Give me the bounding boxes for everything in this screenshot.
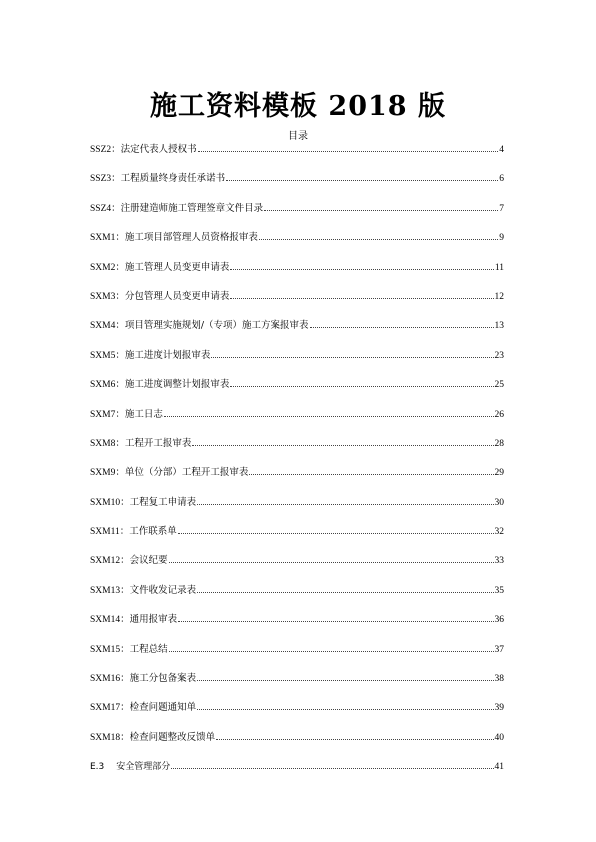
toc-entry[interactable] [90, 497, 504, 526]
toc-leader-dots [169, 561, 494, 563]
toc-entry-separator: ： [120, 584, 130, 596]
toc-leader-dots [169, 650, 494, 652]
toc-entry-label: 项目管理实施规划/（专项）施工方案报审表 [124, 320, 309, 332]
toc-section-entry[interactable] [90, 761, 504, 790]
toc-entry-code: SXM3 [90, 291, 116, 302]
toc-entry-label: 工程开工报审表 [124, 437, 192, 449]
toc-leader-dots [198, 150, 499, 152]
toc-entry-page: 12 [494, 291, 504, 302]
toc-entry-separator: ： [111, 144, 121, 155]
toc-entry[interactable] [90, 526, 504, 555]
toc-entry-label: 单位（分部）工程开工报审表 [124, 467, 249, 479]
toc-entry-code: SXM2 [90, 262, 116, 273]
toc-heading: 目录 [288, 131, 308, 142]
toc-entry-label: 工程质量终身责任承诺书 [120, 173, 226, 185]
toc-entry[interactable] [90, 614, 504, 643]
toc-entry-page: 26 [494, 409, 504, 420]
toc-entry-page: 40 [494, 732, 504, 743]
toc-entry-code: SXM18 [90, 732, 121, 743]
toc-entry[interactable] [90, 644, 504, 673]
toc-entry-code: SSZ3 [90, 174, 112, 185]
toc-entry-code: SXM10 [90, 497, 121, 508]
toc-entry-code: SXM4 [90, 321, 116, 332]
toc-leader-dots [216, 738, 493, 740]
toc-entry-label: 通用报审表 [129, 614, 178, 626]
toc-entry[interactable] [90, 732, 504, 761]
toc-entry[interactable] [90, 379, 504, 408]
toc-entry[interactable] [90, 438, 504, 467]
toc-leader-dots [171, 767, 493, 769]
toc-entry-label: 检查问题整改反馈单 [129, 731, 216, 743]
toc-leader-dots [197, 708, 493, 710]
toc-entry-label: 文件收发记录表 [129, 584, 197, 596]
toc-leader-dots [211, 356, 493, 358]
toc-entry-page: 33 [494, 556, 504, 567]
toc-entry[interactable] [90, 673, 504, 702]
toc-entry[interactable] [90, 291, 504, 320]
toc-leader-dots [197, 679, 493, 681]
toc-entry-label: 工程复工申请表 [129, 496, 197, 508]
toc-entry-page: 39 [494, 703, 504, 714]
toc-entry-separator: ： [115, 379, 125, 391]
toc-entry-page: 13 [494, 321, 504, 332]
toc-entry-separator: ： [120, 496, 130, 508]
toc-entry-page: 29 [494, 468, 504, 479]
toc-leader-dots [192, 444, 493, 446]
toc-entry-code: SXM6 [90, 380, 116, 391]
toc-entry-page: 32 [494, 527, 504, 538]
toc-entry-separator: ： [115, 261, 125, 273]
toc-entry-separator: ： [120, 702, 130, 714]
toc-entry-separator: ： [120, 555, 130, 567]
toc-leader-dots [259, 238, 498, 240]
toc-entry-separator: ： [115, 290, 125, 302]
toc-entry-code: SXM14 [90, 615, 121, 626]
toc-entry-code: SXM12 [90, 556, 121, 567]
toc-entry-page: 35 [494, 585, 504, 596]
toc-entry-label: 检查问题通知单 [129, 702, 197, 714]
toc-entry-label: 施工进度调整计划报审表 [124, 379, 230, 391]
toc-entry-label: 会议纪要 [129, 555, 168, 567]
toc-entry[interactable] [90, 320, 504, 349]
toc-section-label: 安全管理部分 [116, 762, 171, 773]
toc-entry-label: 施工项目部管理人员资格报审表 [124, 232, 258, 244]
table-of-contents [90, 144, 504, 791]
toc-entry-page: 38 [494, 674, 504, 685]
toc-entry-page: 36 [494, 615, 504, 626]
toc-entry-page: 11 [494, 262, 504, 273]
toc-entry-label: 施工日志 [124, 408, 163, 420]
toc-entry-code: SSZ4 [90, 203, 112, 214]
toc-entry-separator: ： [115, 320, 125, 332]
toc-entry-code: SXM11 [90, 527, 120, 538]
toc-entry-page: 28 [494, 438, 504, 449]
toc-entry-page: 7 [499, 203, 504, 214]
toc-section-page: 41 [494, 762, 504, 773]
toc-entry-separator: ： [115, 349, 125, 361]
toc-entry-separator: ： [111, 173, 121, 185]
toc-entry-separator: ： [115, 232, 125, 244]
toc-entry-separator: ： [115, 467, 125, 479]
toc-leader-dots [197, 591, 493, 593]
toc-entry-separator: ： [120, 614, 130, 626]
toc-entry-code: SSZ2 [90, 145, 112, 155]
toc-entry-label: 施工管理人员变更申请表 [124, 261, 230, 273]
toc-leader-dots [178, 532, 494, 534]
toc-entry-page: 4 [499, 145, 504, 155]
toc-leader-dots [197, 503, 493, 505]
toc-entry[interactable] [90, 467, 504, 496]
toc-entry-code: SXM5 [90, 350, 116, 361]
toc-section-code: E.3 [90, 762, 105, 773]
toc-leader-dots [178, 620, 493, 622]
toc-entry-code: SXM1 [90, 233, 116, 244]
toc-leader-dots [230, 385, 493, 387]
toc-leader-dots [230, 268, 493, 270]
toc-entry-code: SXM13 [90, 585, 121, 596]
document-title: 施工资料模板 2018 版 [150, 91, 446, 122]
toc-entry-separator: ： [120, 643, 130, 655]
toc-entry-separator: ： [119, 526, 130, 538]
toc-entry[interactable] [90, 702, 504, 731]
toc-entry-separator: ： [115, 408, 125, 420]
toc-entry-label: 施工进度计划报审表 [124, 349, 211, 361]
toc-entry[interactable] [90, 203, 504, 232]
toc-leader-dots [264, 209, 498, 211]
toc-leader-dots [310, 326, 494, 328]
toc-entry-page: 25 [494, 380, 504, 391]
toc-entry[interactable] [90, 585, 504, 614]
toc-entry-page: 9 [499, 233, 504, 244]
toc-entry-code: SXM16 [90, 674, 121, 685]
toc-entry-code: SXM8 [90, 438, 116, 449]
toc-entry-code: SXM9 [90, 468, 116, 479]
toc-entry-separator: ： [115, 437, 125, 449]
toc-leader-dots [164, 415, 494, 417]
toc-entry-label: 工作联系单 [129, 526, 177, 538]
toc-entry-label: 分包管理人员变更申请表 [124, 290, 230, 302]
toc-entry[interactable] [90, 350, 504, 379]
toc-entry-label: 注册建造师施工管理签章文件目录 [120, 202, 264, 214]
toc-entry-code: SXM15 [90, 644, 121, 655]
toc-entry[interactable] [90, 262, 504, 291]
toc-entry-label: 施工分包备案表 [129, 673, 197, 685]
toc-leader-dots [230, 297, 493, 299]
toc-entry-page: 37 [494, 644, 504, 655]
toc-entry-page: 30 [494, 497, 504, 508]
toc-entry[interactable] [90, 555, 504, 584]
toc-entry-label: 法定代表人授权书 [120, 144, 197, 155]
toc-entry[interactable] [90, 409, 504, 438]
toc-entry-separator: ： [111, 202, 121, 214]
toc-entry[interactable] [90, 232, 504, 261]
toc-entry[interactable] [90, 144, 504, 173]
toc-entry-code: SXM7 [90, 409, 116, 420]
toc-leader-dots [226, 179, 498, 181]
toc-entry-separator: ： [120, 731, 130, 743]
toc-entry-code: SXM17 [90, 703, 121, 714]
toc-entry-page: 23 [494, 350, 504, 361]
toc-entry-separator: ： [120, 673, 130, 685]
toc-entry-page: 6 [499, 174, 504, 185]
toc-entry[interactable] [90, 173, 504, 202]
toc-entry-label: 工程总结 [129, 643, 168, 655]
toc-leader-dots [249, 473, 493, 475]
